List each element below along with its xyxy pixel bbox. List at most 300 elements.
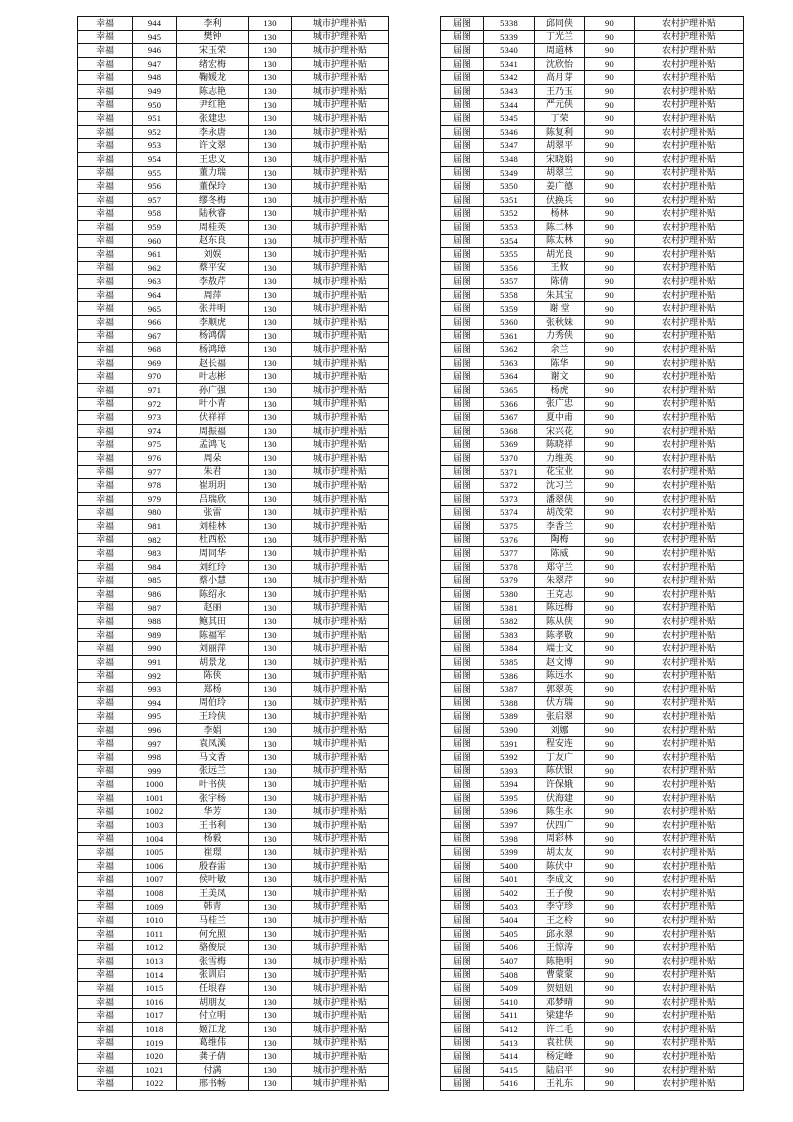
cell-region: 幸福 — [78, 234, 133, 248]
table-row — [441, 288, 744, 302]
table-row — [441, 560, 744, 574]
cell-amount: 130 — [249, 805, 292, 819]
cell-no: 5358 — [484, 288, 535, 302]
cell-amount: 130 — [249, 166, 292, 180]
cell-region: 幸福 — [78, 275, 133, 289]
cell-region: 届图 — [441, 859, 484, 873]
cell-region: 幸福 — [78, 316, 133, 330]
cell-amount: 130 — [249, 615, 292, 629]
table-row — [78, 248, 389, 262]
cell-no: 5399 — [484, 846, 535, 860]
table-row — [441, 1063, 744, 1077]
table-row — [78, 492, 389, 506]
cell-amount: 130 — [249, 995, 292, 1009]
cell-no: 5354 — [484, 234, 535, 248]
cell-name: 丁荣 — [535, 112, 585, 126]
cell-region: 届图 — [441, 356, 484, 370]
cell-subsidy-type: 农村护理补贴 — [635, 71, 744, 85]
cell-no: 1004 — [133, 832, 177, 846]
cell-no: 995 — [133, 710, 177, 724]
cell-no: 5393 — [484, 764, 535, 778]
cell-region: 幸福 — [78, 519, 133, 533]
table-row — [441, 193, 744, 207]
cell-subsidy-type: 城市护理补贴 — [292, 560, 389, 574]
cell-subsidy-type: 城市护理补贴 — [292, 710, 389, 724]
table-row — [441, 1050, 744, 1064]
table-row — [78, 506, 389, 520]
cell-amount: 130 — [249, 547, 292, 561]
cell-subsidy-type: 农村护理补贴 — [635, 669, 744, 683]
cell-name: 周道林 — [535, 44, 585, 58]
cell-region: 幸福 — [78, 1022, 133, 1036]
cell-subsidy-type: 农村护理补贴 — [635, 737, 744, 751]
cell-subsidy-type: 农村护理补贴 — [635, 723, 744, 737]
cell-no: 976 — [133, 452, 177, 466]
table-row — [441, 615, 744, 629]
cell-amount: 130 — [249, 982, 292, 996]
cell-subsidy-type: 城市护理补贴 — [292, 329, 389, 343]
table-row — [78, 220, 389, 234]
table-row — [441, 846, 744, 860]
cell-name: 朱翠芹 — [535, 574, 585, 588]
cell-region: 幸福 — [78, 560, 133, 574]
table-row — [441, 234, 744, 248]
cell-no: 5356 — [484, 261, 535, 275]
cell-amount: 90 — [585, 30, 635, 44]
cell-amount: 130 — [249, 927, 292, 941]
cell-region: 幸福 — [78, 764, 133, 778]
table-row — [78, 982, 389, 996]
table-row — [78, 900, 389, 914]
cell-amount: 130 — [249, 465, 292, 479]
table-row — [78, 207, 389, 221]
cell-amount: 90 — [585, 180, 635, 194]
cell-region: 届图 — [441, 710, 484, 724]
cell-amount: 130 — [249, 98, 292, 112]
cell-subsidy-type: 农村护理补贴 — [635, 438, 744, 452]
cell-amount: 130 — [249, 424, 292, 438]
cell-name: 伏四广 — [535, 819, 585, 833]
table-row — [78, 125, 389, 139]
cell-no: 1003 — [133, 819, 177, 833]
cell-no: 5341 — [484, 57, 535, 71]
cell-amount: 90 — [585, 805, 635, 819]
cell-amount: 90 — [585, 343, 635, 357]
cell-no: 5397 — [484, 819, 535, 833]
cell-region: 幸福 — [78, 166, 133, 180]
cell-subsidy-type: 农村护理补贴 — [635, 642, 744, 656]
cell-name: 谢文 — [535, 370, 585, 384]
cell-subsidy-type: 农村护理补贴 — [635, 275, 744, 289]
cell-name: 鲍其田 — [177, 615, 249, 629]
table-row — [78, 1050, 389, 1064]
cell-no: 5364 — [484, 370, 535, 384]
table-row — [78, 411, 389, 425]
cell-amount: 130 — [249, 316, 292, 330]
table-row — [441, 887, 744, 901]
cell-region: 届图 — [441, 30, 484, 44]
cell-name: 陈绍永 — [177, 587, 249, 601]
cell-subsidy-type: 农村护理补贴 — [635, 859, 744, 873]
cell-name: 付立明 — [177, 1009, 249, 1023]
cell-region: 届图 — [441, 370, 484, 384]
cell-amount: 130 — [249, 887, 292, 901]
cell-name: 胡景龙 — [177, 655, 249, 669]
cell-amount: 90 — [585, 207, 635, 221]
cell-amount: 90 — [585, 927, 635, 941]
cell-name: 周振福 — [177, 424, 249, 438]
cell-amount: 130 — [249, 180, 292, 194]
cell-name: 王忠义 — [177, 152, 249, 166]
cell-amount: 130 — [249, 479, 292, 493]
cell-no: 5375 — [484, 519, 535, 533]
cell-amount: 130 — [249, 533, 292, 547]
cell-no: 5395 — [484, 791, 535, 805]
cell-name: 张远兰 — [177, 764, 249, 778]
cell-region: 届图 — [441, 764, 484, 778]
cell-region: 届图 — [441, 492, 484, 506]
cell-no: 5383 — [484, 628, 535, 642]
table-row — [441, 139, 744, 153]
cell-name: 陈华 — [535, 356, 585, 370]
cell-no: 979 — [133, 492, 177, 506]
cell-region: 届图 — [441, 723, 484, 737]
cell-region: 届图 — [441, 71, 484, 85]
cell-region: 幸福 — [78, 1063, 133, 1077]
cell-name: 李守珍 — [535, 900, 585, 914]
cell-no: 994 — [133, 696, 177, 710]
cell-subsidy-type: 城市护理补贴 — [292, 859, 389, 873]
cell-no: 1002 — [133, 805, 177, 819]
cell-name: 刘娱 — [177, 248, 249, 262]
table-row — [441, 710, 744, 724]
cell-region: 幸福 — [78, 982, 133, 996]
cell-amount: 90 — [585, 655, 635, 669]
cell-no: 5350 — [484, 180, 535, 194]
cell-subsidy-type: 城市护理补贴 — [292, 927, 389, 941]
cell-amount: 130 — [249, 655, 292, 669]
cell-region: 幸福 — [78, 587, 133, 601]
cell-name: 陈远梅 — [535, 601, 585, 615]
cell-region: 幸福 — [78, 356, 133, 370]
cell-amount: 90 — [585, 57, 635, 71]
cell-name: 伏方瑞 — [535, 696, 585, 710]
cell-name: 孙广强 — [177, 384, 249, 398]
cell-amount: 90 — [585, 873, 635, 887]
cell-subsidy-type: 农村护理补贴 — [635, 873, 744, 887]
cell-subsidy-type: 城市护理补贴 — [292, 982, 389, 996]
cell-subsidy-type: 城市护理补贴 — [292, 193, 389, 207]
cell-region: 幸福 — [78, 805, 133, 819]
table-row — [441, 696, 744, 710]
cell-region: 幸福 — [78, 329, 133, 343]
cell-name: 李利 — [177, 17, 249, 31]
cell-name: 杨鸿璋 — [177, 343, 249, 357]
cell-subsidy-type: 农村护理补贴 — [635, 683, 744, 697]
cell-amount: 130 — [249, 492, 292, 506]
cell-amount: 90 — [585, 261, 635, 275]
cell-subsidy-type: 农村护理补贴 — [635, 17, 744, 31]
cell-region: 幸福 — [78, 261, 133, 275]
cell-subsidy-type: 城市护理补贴 — [292, 166, 389, 180]
cell-subsidy-type: 城市护理补贴 — [292, 574, 389, 588]
cell-region: 届图 — [441, 683, 484, 697]
cell-no: 5412 — [484, 1022, 535, 1036]
cell-region: 幸福 — [78, 1077, 133, 1091]
cell-region: 幸福 — [78, 751, 133, 765]
cell-amount: 90 — [585, 220, 635, 234]
cell-name: 马文香 — [177, 751, 249, 765]
cell-region: 届图 — [441, 601, 484, 615]
cell-no: 5366 — [484, 397, 535, 411]
cell-no: 5338 — [484, 17, 535, 31]
cell-amount: 90 — [585, 1063, 635, 1077]
cell-amount: 90 — [585, 479, 635, 493]
cell-region: 届图 — [441, 873, 484, 887]
cell-no: 960 — [133, 234, 177, 248]
table-row — [78, 479, 389, 493]
cell-no: 956 — [133, 180, 177, 194]
cell-no: 1012 — [133, 941, 177, 955]
cell-amount: 90 — [585, 384, 635, 398]
cell-name: 张广忠 — [535, 397, 585, 411]
cell-amount: 90 — [585, 887, 635, 901]
cell-name: 龚子倩 — [177, 1050, 249, 1064]
cell-no: 5416 — [484, 1077, 535, 1091]
cell-amount: 90 — [585, 438, 635, 452]
cell-name: 李顺虎 — [177, 316, 249, 330]
cell-amount: 130 — [249, 1009, 292, 1023]
cell-no: 5381 — [484, 601, 535, 615]
table-row — [441, 424, 744, 438]
cell-region: 届图 — [441, 778, 484, 792]
cell-region: 幸福 — [78, 479, 133, 493]
cell-name: 伏祥祥 — [177, 411, 249, 425]
cell-subsidy-type: 城市护理补贴 — [292, 275, 389, 289]
cell-name: 力维英 — [535, 452, 585, 466]
cell-region: 幸福 — [78, 723, 133, 737]
cell-subsidy-type: 城市护理补贴 — [292, 791, 389, 805]
cell-region: 届图 — [441, 125, 484, 139]
table-row — [441, 479, 744, 493]
cell-name: 骆俊辰 — [177, 941, 249, 955]
cell-region: 届图 — [441, 791, 484, 805]
cell-amount: 90 — [585, 44, 635, 58]
table-row — [441, 492, 744, 506]
cell-region: 届图 — [441, 207, 484, 221]
cell-no: 5343 — [484, 84, 535, 98]
cell-subsidy-type: 农村护理补贴 — [635, 316, 744, 330]
cell-subsidy-type: 城市护理补贴 — [292, 316, 389, 330]
cell-name: 蔡小慧 — [177, 574, 249, 588]
cell-amount: 90 — [585, 574, 635, 588]
cell-no: 981 — [133, 519, 177, 533]
cell-region: 幸福 — [78, 628, 133, 642]
cell-region: 届图 — [441, 316, 484, 330]
cell-amount: 90 — [585, 900, 635, 914]
table-row — [441, 397, 744, 411]
cell-name: 王惊涛 — [535, 941, 585, 955]
cell-no: 5390 — [484, 723, 535, 737]
cell-subsidy-type: 城市护理补贴 — [292, 805, 389, 819]
cell-subsidy-type: 城市护理补贴 — [292, 642, 389, 656]
cell-name: 绪宏梅 — [177, 57, 249, 71]
cell-amount: 130 — [249, 587, 292, 601]
cell-name: 陈倩 — [535, 275, 585, 289]
cell-subsidy-type: 城市护理补贴 — [292, 914, 389, 928]
cell-region: 届图 — [441, 900, 484, 914]
cell-region: 幸福 — [78, 846, 133, 860]
table-row — [78, 683, 389, 697]
cell-no: 5372 — [484, 479, 535, 493]
cell-no: 5363 — [484, 356, 535, 370]
cell-amount: 130 — [249, 642, 292, 656]
table-row — [441, 519, 744, 533]
cell-subsidy-type: 农村护理补贴 — [635, 329, 744, 343]
cell-region: 届图 — [441, 248, 484, 262]
cell-no: 5409 — [484, 982, 535, 996]
cell-subsidy-type: 城市护理补贴 — [292, 547, 389, 561]
cell-amount: 130 — [249, 968, 292, 982]
cell-region: 届图 — [441, 384, 484, 398]
cell-name: 王子俊 — [535, 887, 585, 901]
table-row — [78, 805, 389, 819]
cell-amount: 130 — [249, 628, 292, 642]
cell-no: 966 — [133, 316, 177, 330]
cell-region: 幸福 — [78, 941, 133, 955]
cell-region: 届图 — [441, 220, 484, 234]
table-row — [78, 859, 389, 873]
cell-no: 967 — [133, 329, 177, 343]
table-row — [441, 44, 744, 58]
cell-subsidy-type: 城市护理补贴 — [292, 601, 389, 615]
cell-name: 王攸 — [535, 261, 585, 275]
cell-amount: 130 — [249, 275, 292, 289]
cell-region: 幸福 — [78, 642, 133, 656]
cell-amount: 90 — [585, 1022, 635, 1036]
table-row — [78, 1036, 389, 1050]
cell-name: 宋兴花 — [535, 424, 585, 438]
cell-subsidy-type: 城市护理补贴 — [292, 887, 389, 901]
cell-name: 端士文 — [535, 642, 585, 656]
cell-no: 998 — [133, 751, 177, 765]
cell-amount: 90 — [585, 954, 635, 968]
cell-no: 5406 — [484, 941, 535, 955]
table-row — [441, 533, 744, 547]
cell-subsidy-type: 农村护理补贴 — [635, 180, 744, 194]
table-row — [441, 914, 744, 928]
table-row — [78, 17, 389, 31]
cell-subsidy-type: 城市护理补贴 — [292, 125, 389, 139]
cell-subsidy-type: 农村护理补贴 — [635, 220, 744, 234]
cell-name: 姬江龙 — [177, 1022, 249, 1036]
cell-region: 届图 — [441, 84, 484, 98]
cell-name: 王美凤 — [177, 887, 249, 901]
cell-name: 王之柃 — [535, 914, 585, 928]
cell-region: 届图 — [441, 533, 484, 547]
table-row — [78, 234, 389, 248]
cell-no: 1000 — [133, 778, 177, 792]
cell-amount: 130 — [249, 832, 292, 846]
cell-region: 届图 — [441, 805, 484, 819]
table-row — [78, 791, 389, 805]
cell-no: 980 — [133, 506, 177, 520]
cell-no: 989 — [133, 628, 177, 642]
cell-region: 幸福 — [78, 139, 133, 153]
table-row — [78, 519, 389, 533]
cell-name: 杨定峰 — [535, 1050, 585, 1064]
cell-amount: 130 — [249, 737, 292, 751]
cell-subsidy-type: 城市护理补贴 — [292, 778, 389, 792]
cell-no: 969 — [133, 356, 177, 370]
table-row — [441, 30, 744, 44]
cell-subsidy-type: 城市护理补贴 — [292, 17, 389, 31]
cell-no: 5342 — [484, 71, 535, 85]
cell-no: 977 — [133, 465, 177, 479]
cell-amount: 130 — [249, 1063, 292, 1077]
cell-region: 幸福 — [78, 778, 133, 792]
cell-amount: 90 — [585, 125, 635, 139]
cell-region: 幸福 — [78, 696, 133, 710]
cell-subsidy-type: 农村护理补贴 — [635, 234, 744, 248]
cell-name: 陈伏银 — [535, 764, 585, 778]
table-row — [441, 275, 744, 289]
cell-region: 届图 — [441, 954, 484, 968]
cell-subsidy-type: 农村护理补贴 — [635, 914, 744, 928]
table-row — [441, 982, 744, 996]
cell-no: 961 — [133, 248, 177, 262]
cell-subsidy-type: 农村护理补贴 — [635, 465, 744, 479]
cell-subsidy-type: 城市护理补贴 — [292, 954, 389, 968]
cell-no: 991 — [133, 655, 177, 669]
table-row — [78, 438, 389, 452]
cell-subsidy-type: 农村护理补贴 — [635, 30, 744, 44]
cell-amount: 90 — [585, 370, 635, 384]
cell-subsidy-type: 城市护理补贴 — [292, 207, 389, 221]
cell-subsidy-type: 城市护理补贴 — [292, 1009, 389, 1023]
cell-region: 届图 — [441, 1063, 484, 1077]
cell-amount: 130 — [249, 601, 292, 615]
cell-region: 幸福 — [78, 615, 133, 629]
cell-name: 伏换兵 — [535, 193, 585, 207]
cell-region: 届图 — [441, 479, 484, 493]
cell-amount: 90 — [585, 778, 635, 792]
table-row — [441, 1022, 744, 1036]
cell-no: 983 — [133, 547, 177, 561]
cell-amount: 130 — [249, 84, 292, 98]
cell-region: 幸福 — [78, 30, 133, 44]
cell-no: 1019 — [133, 1036, 177, 1050]
table-row — [78, 615, 389, 629]
table-row — [441, 384, 744, 398]
cell-amount: 90 — [585, 723, 635, 737]
table-row — [441, 343, 744, 357]
cell-name: 华芳 — [177, 805, 249, 819]
cell-region: 届图 — [441, 941, 484, 955]
cell-subsidy-type: 农村护理补贴 — [635, 139, 744, 153]
cell-no: 1005 — [133, 846, 177, 860]
cell-name: 胡茂荣 — [535, 506, 585, 520]
cell-amount: 130 — [249, 30, 292, 44]
cell-amount: 130 — [249, 112, 292, 126]
cell-amount: 130 — [249, 710, 292, 724]
table-row — [441, 954, 744, 968]
cell-subsidy-type: 城市护理补贴 — [292, 44, 389, 58]
cell-amount: 130 — [249, 859, 292, 873]
table-row — [441, 1009, 744, 1023]
cell-region: 幸福 — [78, 574, 133, 588]
cell-no: 958 — [133, 207, 177, 221]
